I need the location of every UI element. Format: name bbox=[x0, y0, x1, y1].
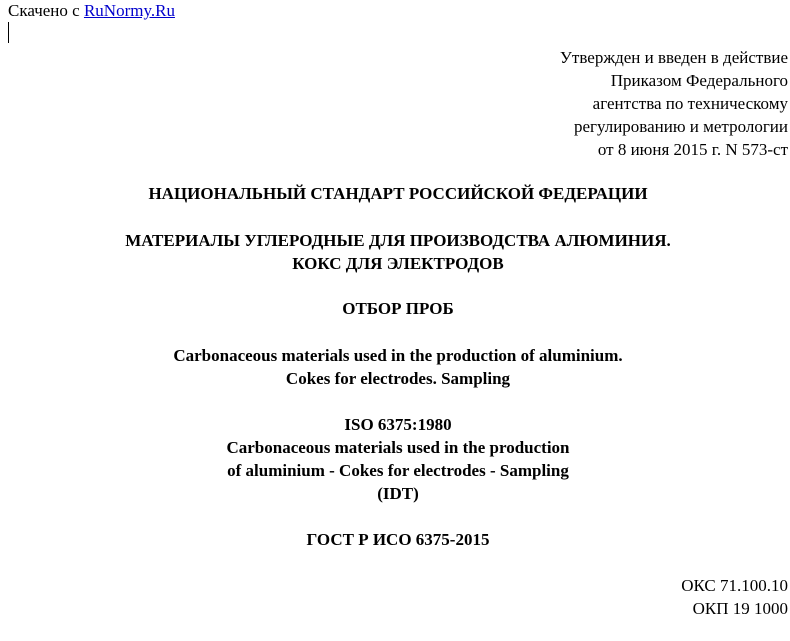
iso-code: ISO 6375:1980 bbox=[344, 415, 452, 434]
iso-idt: (IDT) bbox=[377, 484, 419, 503]
approval-line: от 8 июня 2015 г. N 573-ст bbox=[597, 140, 788, 159]
gost-designation bbox=[0, 528, 790, 551]
iso-title-line-1: Carbonaceous materials used in the production bbox=[226, 438, 570, 457]
iso-title-line-2: of aluminium - Cokes for electrodes - Sampling bbox=[227, 461, 569, 480]
approval-block bbox=[428, 46, 788, 161]
okp-code: ОКП 19 1000 bbox=[692, 599, 788, 618]
english-title bbox=[0, 344, 790, 390]
sampling-text: ОТБОР ПРОБ bbox=[342, 299, 454, 318]
approval-line: Приказом Федерального bbox=[610, 71, 788, 90]
download-source-line bbox=[8, 1, 175, 21]
approval-line: Утвержден и введен в действие bbox=[559, 48, 788, 67]
english-title-line-2: Cokes for electrodes. Sampling bbox=[285, 369, 511, 388]
national-standard-text: НАЦИОНАЛЬНЫЙ СТАНДАРТ РОССИЙСКОЙ ФЕДЕРАЦИИ bbox=[148, 184, 648, 203]
english-title-line-1: Carbonaceous materials used in the production of aluminium. bbox=[173, 346, 623, 365]
approval-line: регулированию и метрологии bbox=[573, 117, 788, 136]
approval-line: агентства по техническому bbox=[592, 94, 788, 113]
download-prefix: Скачено с bbox=[8, 1, 84, 20]
gost-code: ГОСТ Р ИСО 6375-2015 bbox=[306, 530, 490, 549]
oks-code: ОКС 71.100.10 bbox=[681, 576, 788, 595]
russian-title bbox=[0, 229, 790, 275]
iso-reference bbox=[0, 413, 790, 505]
national-standard-heading bbox=[0, 182, 790, 205]
text-cursor bbox=[8, 22, 9, 43]
sampling-heading bbox=[0, 297, 790, 320]
russian-title-line-1: МАТЕРИАЛЫ УГЛЕРОДНЫЕ ДЛЯ ПРОИЗВОДСТВА АЛЮМИНИЯ. bbox=[125, 231, 671, 250]
classification-codes bbox=[681, 574, 788, 620]
runormy-link[interactable]: RuNormy.Ru bbox=[83, 1, 175, 20]
russian-title-line-2: КОКС ДЛЯ ЭЛЕКТРОДОВ bbox=[292, 254, 504, 273]
